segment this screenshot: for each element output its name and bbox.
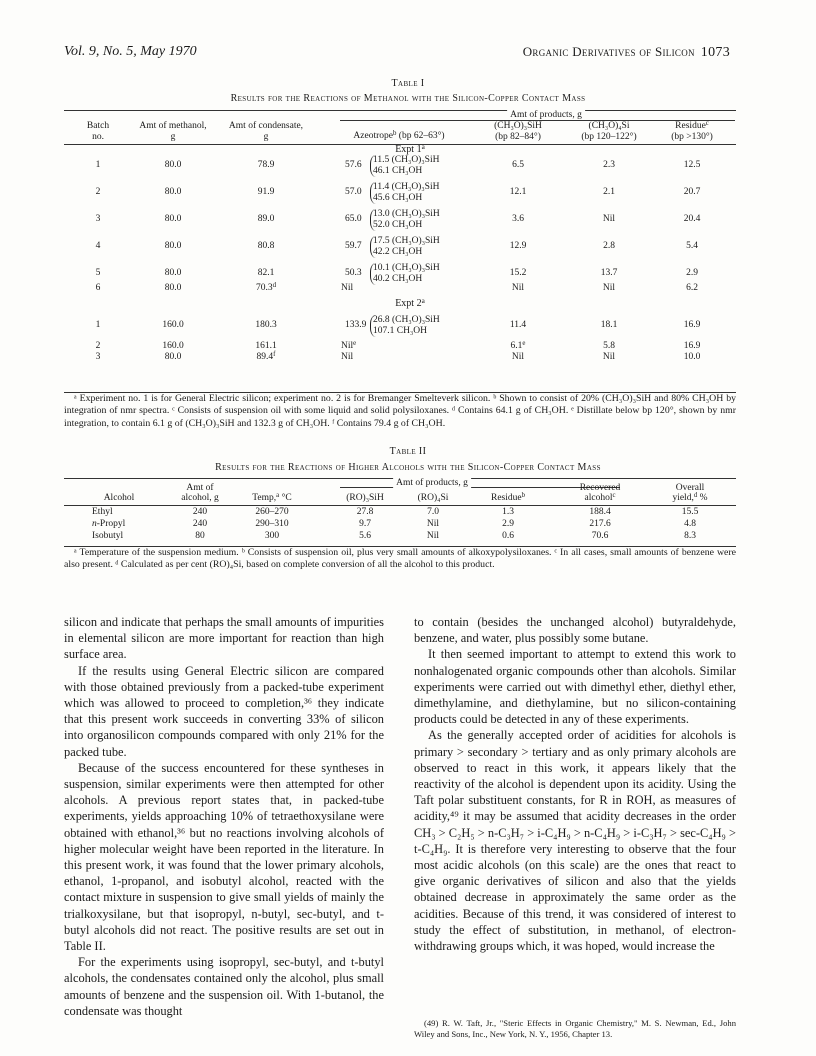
table-1-row-1-condensate-value: 78.9 [257, 160, 275, 170]
table-1-row-5-sih-value: 15.2 [509, 268, 527, 278]
overall-footnote-mark: d [693, 491, 698, 499]
table-1-row-4-methanol-value: 80.0 [164, 241, 182, 251]
temp-unit: °C [281, 493, 292, 503]
table-2-header-amt: Amt of [186, 483, 214, 493]
table-1-row-9-azeotrope [341, 352, 353, 362]
table-2-row-3-res-value: 0.6 [502, 531, 514, 541]
table-2-row-1-res-value: 1.3 [502, 507, 514, 517]
table-2-row-3-amt [195, 531, 205, 541]
table-1-header-residue-bp: (bp >130°) [671, 132, 713, 142]
table-1-row-3-sih-value: 3.6 [512, 214, 524, 224]
table-1-row-5-si [601, 268, 618, 278]
table-1-row-2-residue [684, 187, 701, 197]
table-1-row-6-si-value: Nil [602, 283, 616, 293]
table-1-row-3-azeotrope-silane: 13.0 (CH₃O)₃SiH [373, 209, 440, 219]
table-2-row-1-si [427, 507, 439, 517]
table-2-row-1-alcohol [92, 507, 113, 517]
table-1-row-3-azeotrope-value: 65.0 [345, 214, 362, 224]
table-1-row-2-condensate-value: 91.9 [257, 187, 275, 197]
table-1-row-8-azeotrope-value: Nil [341, 341, 354, 351]
table-2-row-2-temp-value: 290–310 [255, 519, 289, 529]
table-1-row-2-methanol-value: 80.0 [164, 187, 182, 197]
table-1-row-8-sih-value: 6.1 [510, 341, 523, 351]
table-2-row-1-temp [255, 507, 288, 517]
table-1-header-batch: Batch [86, 121, 110, 131]
table-1-row-6-sih-value: Nil [511, 283, 525, 293]
table-1-row-3-condensate-value: 89.0 [257, 214, 275, 224]
table-2-row-2-rec [589, 519, 610, 529]
table-1-header-si-bp: (bp 120–122°) [581, 132, 637, 142]
table-1-row-7-azeotrope [345, 320, 366, 330]
table-2-row-2-rec-value: 217.6 [589, 519, 611, 529]
table-1-row-7-azeotrope-value: 133.9 [345, 320, 367, 330]
table-1-row-5-si-value: 13.7 [600, 268, 618, 278]
table-1-row-2-sih [510, 187, 527, 197]
table-2-row-1-temp-value: 260–270 [255, 507, 289, 517]
table-1-row-7-batch [96, 320, 101, 330]
table-1-header-sih-bp: (bp 82–84°) [495, 132, 541, 142]
table-1-row-1-azeotrope-value: 57.6 [345, 160, 362, 170]
table-2-row-1-amt-value: 240 [192, 507, 208, 517]
table-2-row-3-alcohol [92, 531, 123, 541]
table-1-row-2-methanol [165, 187, 182, 197]
table-1-row-7-batch-value: 1 [95, 320, 101, 330]
table-1-row-3-azeotrope [345, 214, 362, 224]
table-2-row-3-rec [592, 531, 609, 541]
table-1-row-7-methanol-value: 160.0 [162, 320, 184, 330]
table-2-row-1-si-value: 7.0 [427, 507, 439, 517]
table-2-row-1-sih-value: 27.8 [356, 507, 374, 517]
table-1-row-9-si [603, 352, 615, 362]
table-1-row-5-batch-value: 5 [95, 268, 101, 278]
table-1-row-7-brace [370, 315, 376, 337]
left-column-text [64, 614, 384, 1019]
table-2-row-3-si [427, 531, 439, 541]
table-1-row-9-batch-value: 3 [95, 352, 101, 362]
table-1-header-methanol-unit: g [170, 132, 176, 142]
table-1-row-6-condensate-value: 70.3 [255, 283, 273, 293]
table-1-row-5-condensate [258, 268, 275, 278]
table-2-row-3-sih-value: 5.6 [359, 531, 371, 541]
table-1-row-6-batch [96, 283, 101, 293]
table-1-row-6-condensate [256, 283, 276, 293]
table-1-row-7-azeotrope-silane: 26.8 (CH₃O)₃SiH [373, 315, 440, 325]
table-1-row-3-si [603, 214, 615, 224]
table-1-row-2-azeotrope-silane: 11.4 (CH₃O)₃SiH [373, 182, 440, 192]
temp-footnote-mark: a [276, 491, 280, 499]
table-2-row-3-yield [684, 531, 696, 541]
table-2-header-rule [64, 505, 736, 506]
table-1-row-8-methanol-value: 160.0 [162, 341, 184, 351]
table-2-row-1-yield [682, 507, 699, 517]
table-2-header-residue [491, 493, 525, 503]
table-1-row-3-si-value: Nil [602, 214, 616, 224]
table-1-row-7-methanol [162, 320, 183, 330]
table-1-row-7-sih-value: 11.4 [509, 320, 527, 330]
table-1-row-6-condensate-footnote-mark: d [272, 281, 277, 289]
left-column-paragraph-3: Because of the success encountered for these syntheses in suspension, similar experiments were then attempted for other alcohols. A previous report states that, in packed-tube experiments, yields approaching 10% of tetraethoxysilane were obtained with ethanol,³⁶ but no reactions involving alcohols of higher molecular weight have been reported in the literature. In this present work, it was found that the lower primary alcohols, ethanol, 1-propanol, and isobutyl alcohol, reacted with the contact mixture in suspension to give small yields of mainly the trialkoxysilane, but that isopropyl, n-butyl, sec-butyl, and t-butyl alcohols did not react. The positive results are set out in Table II. [64, 760, 384, 954]
expt-2-footnote-mark: a [421, 296, 425, 305]
table-1-row-7-sih [510, 320, 526, 330]
table-2-row-3-sih [359, 531, 371, 541]
table-2-header-alcohol: Alcohol [103, 493, 135, 503]
table-1-row-9-residue-value: 10.0 [683, 352, 701, 362]
reference-49: (49) R. W. Taft, Jr., "Steric Effects in Organic Chemistry," M. S. Newman, Ed., John Wiley and Sons, Inc., New York, N. Y., 1956, Chapter 13. [414, 1018, 736, 1039]
table-1-row-4-si [603, 241, 615, 251]
table-2-row-1-sih [357, 507, 374, 517]
table-1-row-8-azeotrope [341, 341, 356, 351]
table-1-row-4-azeotrope-methanol: 42.2 CH₃OH [373, 247, 423, 257]
table-1-row-8-sih-footnote-mark: e [522, 339, 526, 347]
table-1-row-4-azeotrope [345, 241, 362, 251]
table-2-header-temp [252, 493, 291, 503]
table-2-row-2-res-value: 2.9 [502, 519, 514, 529]
table-2-row-3-rec-value: 70.6 [591, 531, 609, 541]
table-1-row-6-si [603, 283, 615, 293]
table-1-row-9-condensate-footnote-mark: f [273, 350, 276, 358]
table-2-group-header: Amt of products, g [393, 478, 471, 488]
table-1-row-8-si [603, 341, 615, 351]
temp-label: Temp, [252, 493, 277, 503]
table-1-row-5-methanol [165, 268, 182, 278]
table-1-row-3-methanol-value: 80.0 [164, 214, 182, 224]
table-1-row-4-condensate-value: 80.8 [257, 241, 275, 251]
table-1-row-7-azeotrope-methanol: 107.1 CH₃OH [373, 326, 427, 336]
table-1-row-1-si-value: 2.3 [603, 160, 615, 170]
table-1-label: Table I [391, 78, 425, 89]
table-1-header-methanol: Amt of methanol, [139, 121, 207, 131]
table-1-row-7-residue-value: 16.9 [683, 320, 701, 330]
table-2-group-rule [340, 487, 620, 488]
table-2-row-1-amt [193, 507, 207, 517]
left-column-paragraph-1: silicon and indicate that perhaps the small amounts of impurities in elemental silicon are more important for reaction than high surface area. [64, 615, 384, 662]
table-1-row-8-si-value: 5.8 [603, 341, 615, 351]
table-1-row-3-batch [96, 214, 101, 224]
table-2-title: Results for the Reactions of Higher Alcohols with the Silicon-Copper Contact Mass [215, 462, 601, 473]
table-1-row-3-azeotrope-methanol: 52.0 CH₃OH [373, 220, 423, 230]
table-1-row-2-condensate [258, 187, 275, 197]
table-1-group-header: Amt of products, g [507, 110, 585, 120]
table-1-row-1-methanol-value: 80.0 [164, 160, 182, 170]
table-1-row-4-residue [686, 241, 698, 251]
table-2-header-sih: (RO)₃SiH [346, 493, 384, 503]
table-2-header-amt-unit: alcohol, g [181, 493, 219, 503]
table-2-row-3-temp-value: 300 [264, 531, 280, 541]
table-1-row-1-residue-value: 12.5 [683, 160, 701, 170]
table-1-group-rule [340, 120, 735, 121]
table-1-row-3-sih [512, 214, 524, 224]
table-1-row-4-residue-value: 5.4 [686, 241, 698, 251]
table-1-row-9-sih-value: Nil [511, 352, 525, 362]
expt-1-text: Expt 1 [395, 144, 422, 155]
table-1-top-rule [64, 110, 736, 111]
table-1-row-2-azeotrope [345, 187, 362, 197]
table-2-row-2-amt-value: 240 [192, 519, 208, 529]
table-1-row-4-methanol [165, 241, 182, 251]
table-1-row-4-batch [96, 241, 101, 251]
table-1-row-5-azeotrope [345, 268, 362, 278]
table-1-row-8-methanol [162, 341, 183, 351]
table-2-footnote: ᵃ Temperature of the suspension medium. ᵇ Consists of suspension oil, plus very small amounts of alkoxypolysiloxanes. ᶜ In all cases, small amounts of benzene were also present. ᵈ Calculated as per cent (RO)₄Si, based on complete conversion of all the alcohol to this product. [64, 547, 736, 571]
expt-2-text: Expt 2 [395, 298, 422, 309]
table-2-row-1-yield-value: 15.5 [681, 507, 699, 517]
table-1-row-6-batch-value: 6 [95, 283, 101, 293]
table-2-row-1-rec [589, 507, 610, 517]
right-column-paragraph-1: to contain (besides the unchanged alcohol) butyraldehyde, benzene, and water, plus possibly some butane. [414, 615, 736, 646]
table-1-row-1-condensate [258, 160, 275, 170]
running-header-text: Organic Derivatives of Silicon [522, 44, 695, 59]
table-2-row-3-yield-value: 8.3 [684, 531, 696, 541]
table-1-row-3-methanol [165, 214, 182, 224]
azeotrope-label: Azeotrope [353, 131, 394, 141]
table-1-row-6-methanol-value: 80.0 [164, 283, 182, 293]
table-1-row-2-azeotrope-value: 57.0 [345, 187, 362, 197]
table-2-row-2-amt [193, 519, 207, 529]
right-column-paragraph-3: As the generally accepted order of acidities for alcohols is primary > secondary > tertiary and as only primary alcohols are observed to react in this work, it appears likely that the reactivity of the alcohol is dependent upon its acidity. Using the Taft polar substituent constants, for R in ROH, as measures of acidity,⁴⁹ it may be assumed that acidity decreases in the order CH₃ > C₂H₅ > n-C₃H₇ > i-C₄H₉ > n-C₄H₉ > i-C₃H₇ > sec-C₄H₉ > t-C₄H₉. It is therefore very interesting to observe that the four most acidic alcohols (on this scale) are the ones that react to give organic derivatives of silicon and also that the yields obtained decrease in approximately the same order as the acidities. Because of this trend, it was considered of interest to study the effect of substitution, in methanol, of electron-withdrawing groups which, it was hoped, would increase the [414, 728, 736, 954]
table-1-footnotes [64, 393, 736, 430]
table-1-header-condensate: Amt of condensate, [228, 121, 304, 131]
azeotrope-bp: (bp 62–63°) [398, 131, 445, 141]
expt-1-footnote-mark: a [421, 142, 425, 151]
table-1-row-9-condensate [257, 352, 276, 362]
table-1-row-7-si [601, 320, 618, 330]
table-1-row-8-batch-value: 2 [95, 341, 101, 351]
table-1-row-2-brace [370, 182, 376, 204]
recovered-footnote-mark: c [612, 491, 616, 499]
table-1-row-4-sih-value: 12.9 [509, 241, 527, 251]
page-number: 1073 [700, 45, 730, 60]
table-1-row-3-batch-value: 3 [95, 214, 101, 224]
running-header-title [523, 44, 730, 61]
table-1-row-4-azeotrope-value: 59.7 [345, 241, 362, 251]
table-1-row-3-brace [370, 209, 376, 231]
table-1-row-6-residue [686, 283, 698, 293]
table-1-row-9-residue [684, 352, 701, 362]
table-1-row-3-condensate [258, 214, 275, 224]
table-2-row-2-yield-value: 4.8 [684, 519, 696, 529]
table-2-row-2-res [502, 519, 514, 529]
table-1-row-3-residue-value: 20.4 [683, 214, 701, 224]
table-2-row-2-yield [684, 519, 696, 529]
table-1-row-2-batch [96, 187, 101, 197]
left-column-paragraph-4: For the experiments using isopropyl, sec-butyl, and t-butyl alcohols, the condensates contained only the alcohol, plus small amounts of benzene and the suspension oil. With 1-butanol, the condensate was thought [64, 955, 384, 1018]
table-1-header-rule [64, 144, 736, 145]
table-1-row-1-batch [96, 160, 101, 170]
table-2-row-3-res [502, 531, 514, 541]
table-1-footnote-1: ᵃ Experiment no. 1 is for General Electric silicon; experiment no. 2 is for Bremanger Smelteverk silicon. ᵇ Shown to consist of 20% (CH₃O)₃SiH and 80% CH₃OH by integration of nmr spectra. ᶜ Consists of suspension oil with some liquid and solid polysiloxanes. [64, 393, 736, 417]
table-2-row-3-alcohol-value: Isobutyl [92, 531, 124, 541]
table-2-row-1-res [502, 507, 514, 517]
table-1-row-4-batch-value: 4 [95, 241, 101, 251]
table-2-header-si: (RO)₄Si [417, 493, 449, 503]
table-1-row-5-methanol-value: 80.0 [164, 268, 182, 278]
table-1-row-5-residue [686, 268, 698, 278]
table-1-row-1-azeotrope-methanol: 46.1 CH₃OH [373, 166, 423, 176]
table-1-row-2-residue-value: 20.7 [683, 187, 701, 197]
table-2-row-1-rec-value: 188.4 [589, 507, 611, 517]
table-1-row-6-azeotrope [341, 283, 353, 293]
table-2-row-2-si [427, 519, 439, 529]
table-1-row-5-brace [370, 263, 376, 285]
residue-footnote-mark: c [705, 119, 709, 127]
table-1-row-2-azeotrope-methanol: 45.6 CH₃OH [373, 193, 423, 203]
table-1-row-1-residue [684, 160, 701, 170]
table-1-row-9-condensate-value: 89.4 [256, 352, 274, 362]
table-2-row-2-si-value: Nil [426, 519, 440, 529]
table-1-row-9-methanol [165, 352, 182, 362]
table-1-row-7-condensate-value: 180.3 [255, 320, 277, 330]
table-1-row-8-azeotrope-footnote-mark: e [353, 339, 357, 347]
table-1-row-8-residue [684, 341, 701, 351]
table-2-row-3-si-value: Nil [426, 531, 440, 541]
table-1-row-8-sih [511, 341, 526, 351]
table-1-row-5-condensate-value: 82.1 [257, 268, 275, 278]
table-2-row-2-sih-value: 9.7 [359, 519, 371, 529]
table-1-row-5-batch [96, 268, 101, 278]
table-1-row-8-residue-value: 16.9 [683, 341, 701, 351]
table-2-row-2-temp [255, 519, 288, 529]
table-1-row-2-sih-value: 12.1 [509, 187, 527, 197]
table-1-row-5-sih [510, 268, 527, 278]
table-1-row-2-batch-value: 2 [95, 187, 101, 197]
table-1-header-sih: (CH₃O)₃SiH [494, 121, 542, 131]
running-header-journal: Vol. 9, No. 5, May 1970 [64, 44, 197, 59]
table-1-footnote-2: ᵈ Contains 64.1 g of CH₃OH. ᵉ Distillate below bp 120°, shown by nmr integration, to contain 6.1 g of (CH₃O)₃SiH and 132.3 g of CH₃OH. ᶠ Contains 79.4 g of CH₃OH. [64, 405, 736, 429]
table-1-row-4-condensate [258, 241, 275, 251]
table-2-row-2-sih [359, 519, 371, 529]
left-column-paragraph-2: If the results using General Electric silicon are compared with those obtained previously from a packed-tube experiment which was allowed to proceed to completion,³⁶ they indicate that this present work succeeds in converting 33% of silicon into organosilicon compounds compared with only 21% for the packed tube. [64, 663, 384, 759]
table-1-row-5-azeotrope-methanol: 40.2 CH₃OH [373, 274, 423, 284]
table-2-row-3-temp [265, 531, 279, 541]
table-1-title: Results for the Reactions of Methanol with the Silicon-Copper Contact Mass [230, 93, 586, 104]
table-1-row-9-azeotrope-value: Nil [341, 352, 354, 362]
table-1-row-4-azeotrope-silane: 17.5 (CH₃O)₃SiH [373, 236, 440, 246]
table-2-header-overall-sub [672, 493, 707, 503]
table-1-header-azeotrope [353, 131, 444, 141]
table-1-row-5-azeotrope-value: 50.3 [345, 268, 362, 278]
table-1-row-6-methanol [165, 283, 182, 293]
recovered-label: alcohol [584, 493, 613, 503]
table-1-row-1-sih [512, 160, 524, 170]
table-1-row-2-si-value: 2.1 [603, 187, 615, 197]
table-1-row-8-condensate [255, 341, 276, 351]
table-1-header-si: (CH₃O)₄Si [588, 121, 630, 131]
table-1-row-6-sih [512, 283, 524, 293]
table-1-row-1-methanol [165, 160, 182, 170]
t2-residue-label: Residue [490, 493, 522, 503]
table-1-row-8-condensate-value: 161.1 [255, 341, 277, 351]
table-1-row-9-si-value: Nil [602, 352, 616, 362]
table-2-row-2-alcohol [92, 519, 125, 529]
table-2-row-3-amt-value: 80 [195, 531, 205, 541]
table-1-row-4-sih [510, 241, 527, 251]
table-1-row-5-residue-value: 2.9 [686, 268, 698, 278]
table-1-row-1-brace [370, 155, 376, 177]
table-1-row-9-sih [512, 352, 524, 362]
expt-1-label [395, 144, 425, 155]
right-column-text [414, 614, 736, 954]
table-1-row-5-azeotrope-silane: 10.1 (CH₃O)₃SiH [373, 263, 440, 273]
table-1-row-4-brace [370, 236, 376, 258]
table-1-row-3-residue [684, 214, 701, 224]
table-1-row-8-batch [96, 341, 101, 351]
table-1-row-7-condensate [255, 320, 276, 330]
table-1-row-1-azeotrope [345, 160, 362, 170]
expt-2-label [395, 298, 425, 309]
table-1-row-1-batch-value: 1 [95, 160, 101, 170]
table-2-row-1-alcohol-value: Ethyl [92, 507, 113, 517]
table-2-row-2-alcohol-value: n-Propyl [92, 519, 126, 529]
table-2-header-overall: Overall [675, 483, 705, 493]
table-1-row-9-batch [96, 352, 101, 362]
residue-label: Residue [675, 121, 706, 131]
table-1-row-6-azeotrope-value: Nil [341, 283, 354, 293]
table-1-row-9-methanol-value: 80.0 [164, 352, 182, 362]
azeotrope-footnote-mark: b [393, 129, 397, 137]
table-2-label: Table II [389, 446, 427, 457]
table-2-top-rule [64, 478, 736, 479]
table-1-row-1-si [603, 160, 615, 170]
overall-label: yield, [672, 493, 694, 503]
table-1-row-6-residue-value: 6.2 [686, 283, 698, 293]
table-1-header-condensate-unit: g [263, 132, 269, 142]
table-1-header-residue [675, 121, 709, 131]
overall-unit: % [699, 493, 708, 503]
table-1-row-2-si [603, 187, 615, 197]
t2-residue-footnote-mark: b [521, 491, 526, 499]
table-1-row-1-azeotrope-silane: 11.5 (CH₃O)₃SiH [373, 155, 440, 165]
table-1-row-1-sih-value: 6.5 [512, 160, 524, 170]
table-1-row-7-si-value: 18.1 [600, 320, 618, 330]
table-2-header-recovered-sub [585, 493, 616, 503]
table-1-row-4-si-value: 2.8 [603, 241, 615, 251]
table-1-row-7-residue [684, 320, 701, 330]
table-1-header-batch-sub: no. [92, 132, 104, 142]
right-column-paragraph-2: It then seemed important to attempt to extend this work to nonhalogenated organic compounds other than alcohols. Similar experiments were carried out with dimethyl ether, diethyl ether, dimethylamine, and diethylamine, but no silicon-containing products could be detected in any of these experiments. [414, 647, 736, 727]
table-2-header-recovered: Recovered [579, 483, 621, 493]
